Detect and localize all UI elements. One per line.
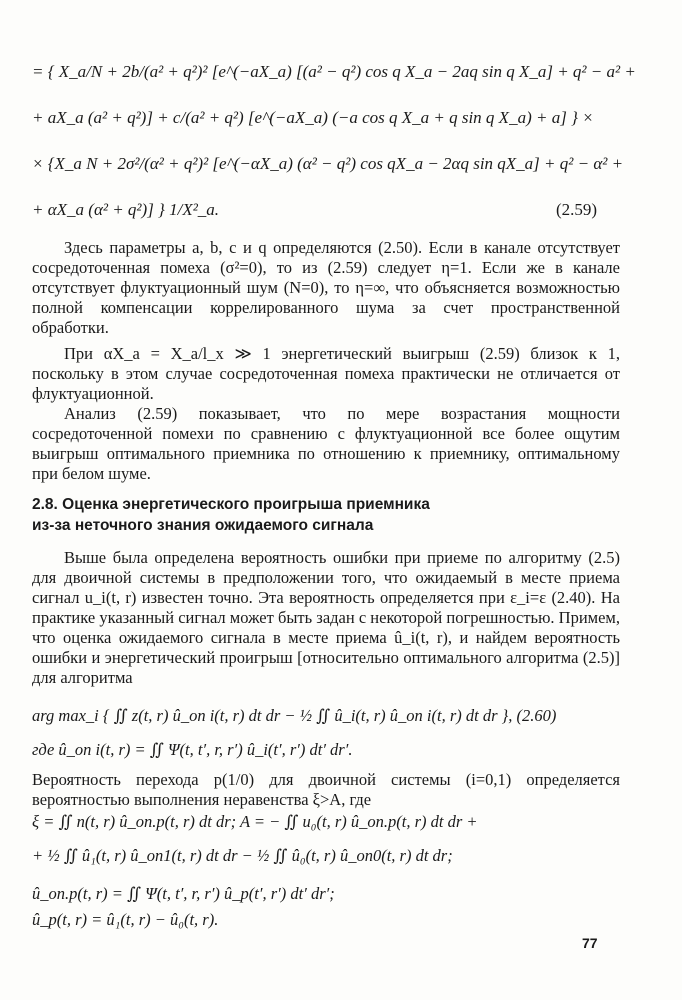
equation-line-1: = { X_a/N + 2b/(a² + q²)² [e^(−aX_a) [(a² − q²) cos q X_a − 2aq sin q X_a] + q² − a² + — [32, 62, 636, 81]
page-number: 77 — [582, 935, 598, 951]
formula-op: û_оп.р(t, r) = ∬ Ψ(t, t′, r, r′) û_р(t′, r′) dt′ dr′; — [32, 884, 335, 903]
paragraph-5-text: Вероятность перехода p(1/0) для двоичной системы (i=0,1) определяется вероятностью выполнения неравенства ξ>A, где — [32, 770, 620, 809]
paragraph-5 — [32, 770, 620, 810]
paragraph-4 — [32, 548, 620, 688]
formula-2-60: arg max_i { ∬ z(t, r) û_оп i(t, r) dt dr − ½ ∬ û_i(t, r) û_оп i(t, r) dt dr }, (2.60) — [32, 706, 557, 725]
section-heading-line-1: 2.8. Оценка энергетического проигрыша приемника — [32, 496, 430, 513]
paragraph-2-text: При αX_a = X_a/l_x ≫ 1 энергетический выигрыш (2.59) близок к 1, поскольку в этом случае сосредоточенная помеха практически не отличается от флуктуационной. — [32, 344, 620, 403]
paragraph-1-text: Здесь параметры a, b, c и q определяются (2.50). Если в канале отсутствует сосредоточенная помеха (σ²=0), то из (2.59) следует η=1. Если же в канале отсутствует флуктуационный шум (N=0), то η=∞, что объясняется возможностью полной компенсации коррелированного шума за счет пространственной обработки. — [32, 238, 620, 337]
formula-where: где û_оп i(t, r) = ∬ Ψ(t, t′, r, r′) û_i(t′, r′) dt′ dr′. — [32, 740, 353, 759]
paragraph-2 — [32, 344, 620, 404]
equation-line-4: + αX_a (α² + q²)] } 1/X²_a. — [32, 200, 220, 219]
formula-xi-2: + ½ ∬ û₁(t, r) û_оп1(t, r) dt dr − ½ ∬ û₀(t, r) û_оп0(t, r) dt dr; — [32, 846, 453, 865]
formula-xi: ξ = ∬ n(t, r) û_оп.р(t, r) dt dr; A = − ∬ u₀(t, r) û_оп.р(t, r) dt dr + — [32, 812, 478, 831]
paragraph-3-text: Анализ (2.59) показывает, что по мере возрастания мощности сосредоточенной помехи по сравнению с флуктуационной все более ощутим выигрыш оптимального приемника по отношению к приемнику, оптимальному при белом шуме. — [32, 404, 620, 483]
formula-up: û_р(t, r) = û₁(t, r) − û₀(t, r). — [32, 910, 219, 929]
paragraph-1 — [32, 238, 620, 338]
paragraph-3 — [32, 404, 620, 484]
equation-line-2: + aX_a (a² + q²)] + c/(a² + q²) [e^(−aX_a) (−a cos q X_a + q sin q X_a) + a] } × — [32, 108, 594, 127]
equation-number: (2.59) — [556, 200, 598, 219]
equation-line-3: × {X_a N + 2σ²/(α² + q²)² [e^(−αX_a) (α² − q²) cos qX_a − 2αq sin qX_a] + q² − α² + — [32, 154, 624, 173]
paragraph-4-text: Выше была определена вероятность ошибки при приеме по алгоритму (2.5) для двоичной системы в предположении того, что ожидаемый в месте приема сигнал u_i(t, r) известен точно. Эта вероятность определяется при ε_i=ε (2.40). На практике указанный сигнал может быть задан с некоторой погрешностью. Примем, что оценка ожидаемого сигнала в месте приема û_i(t, r), и найдем вероятность ошибки и энергетический проигрыш [относительно оптимального алгоритма (2.5)] для алгоритма — [32, 548, 620, 687]
section-heading-line-2: из-за неточного знания ожидаемого сигнала — [32, 517, 374, 534]
